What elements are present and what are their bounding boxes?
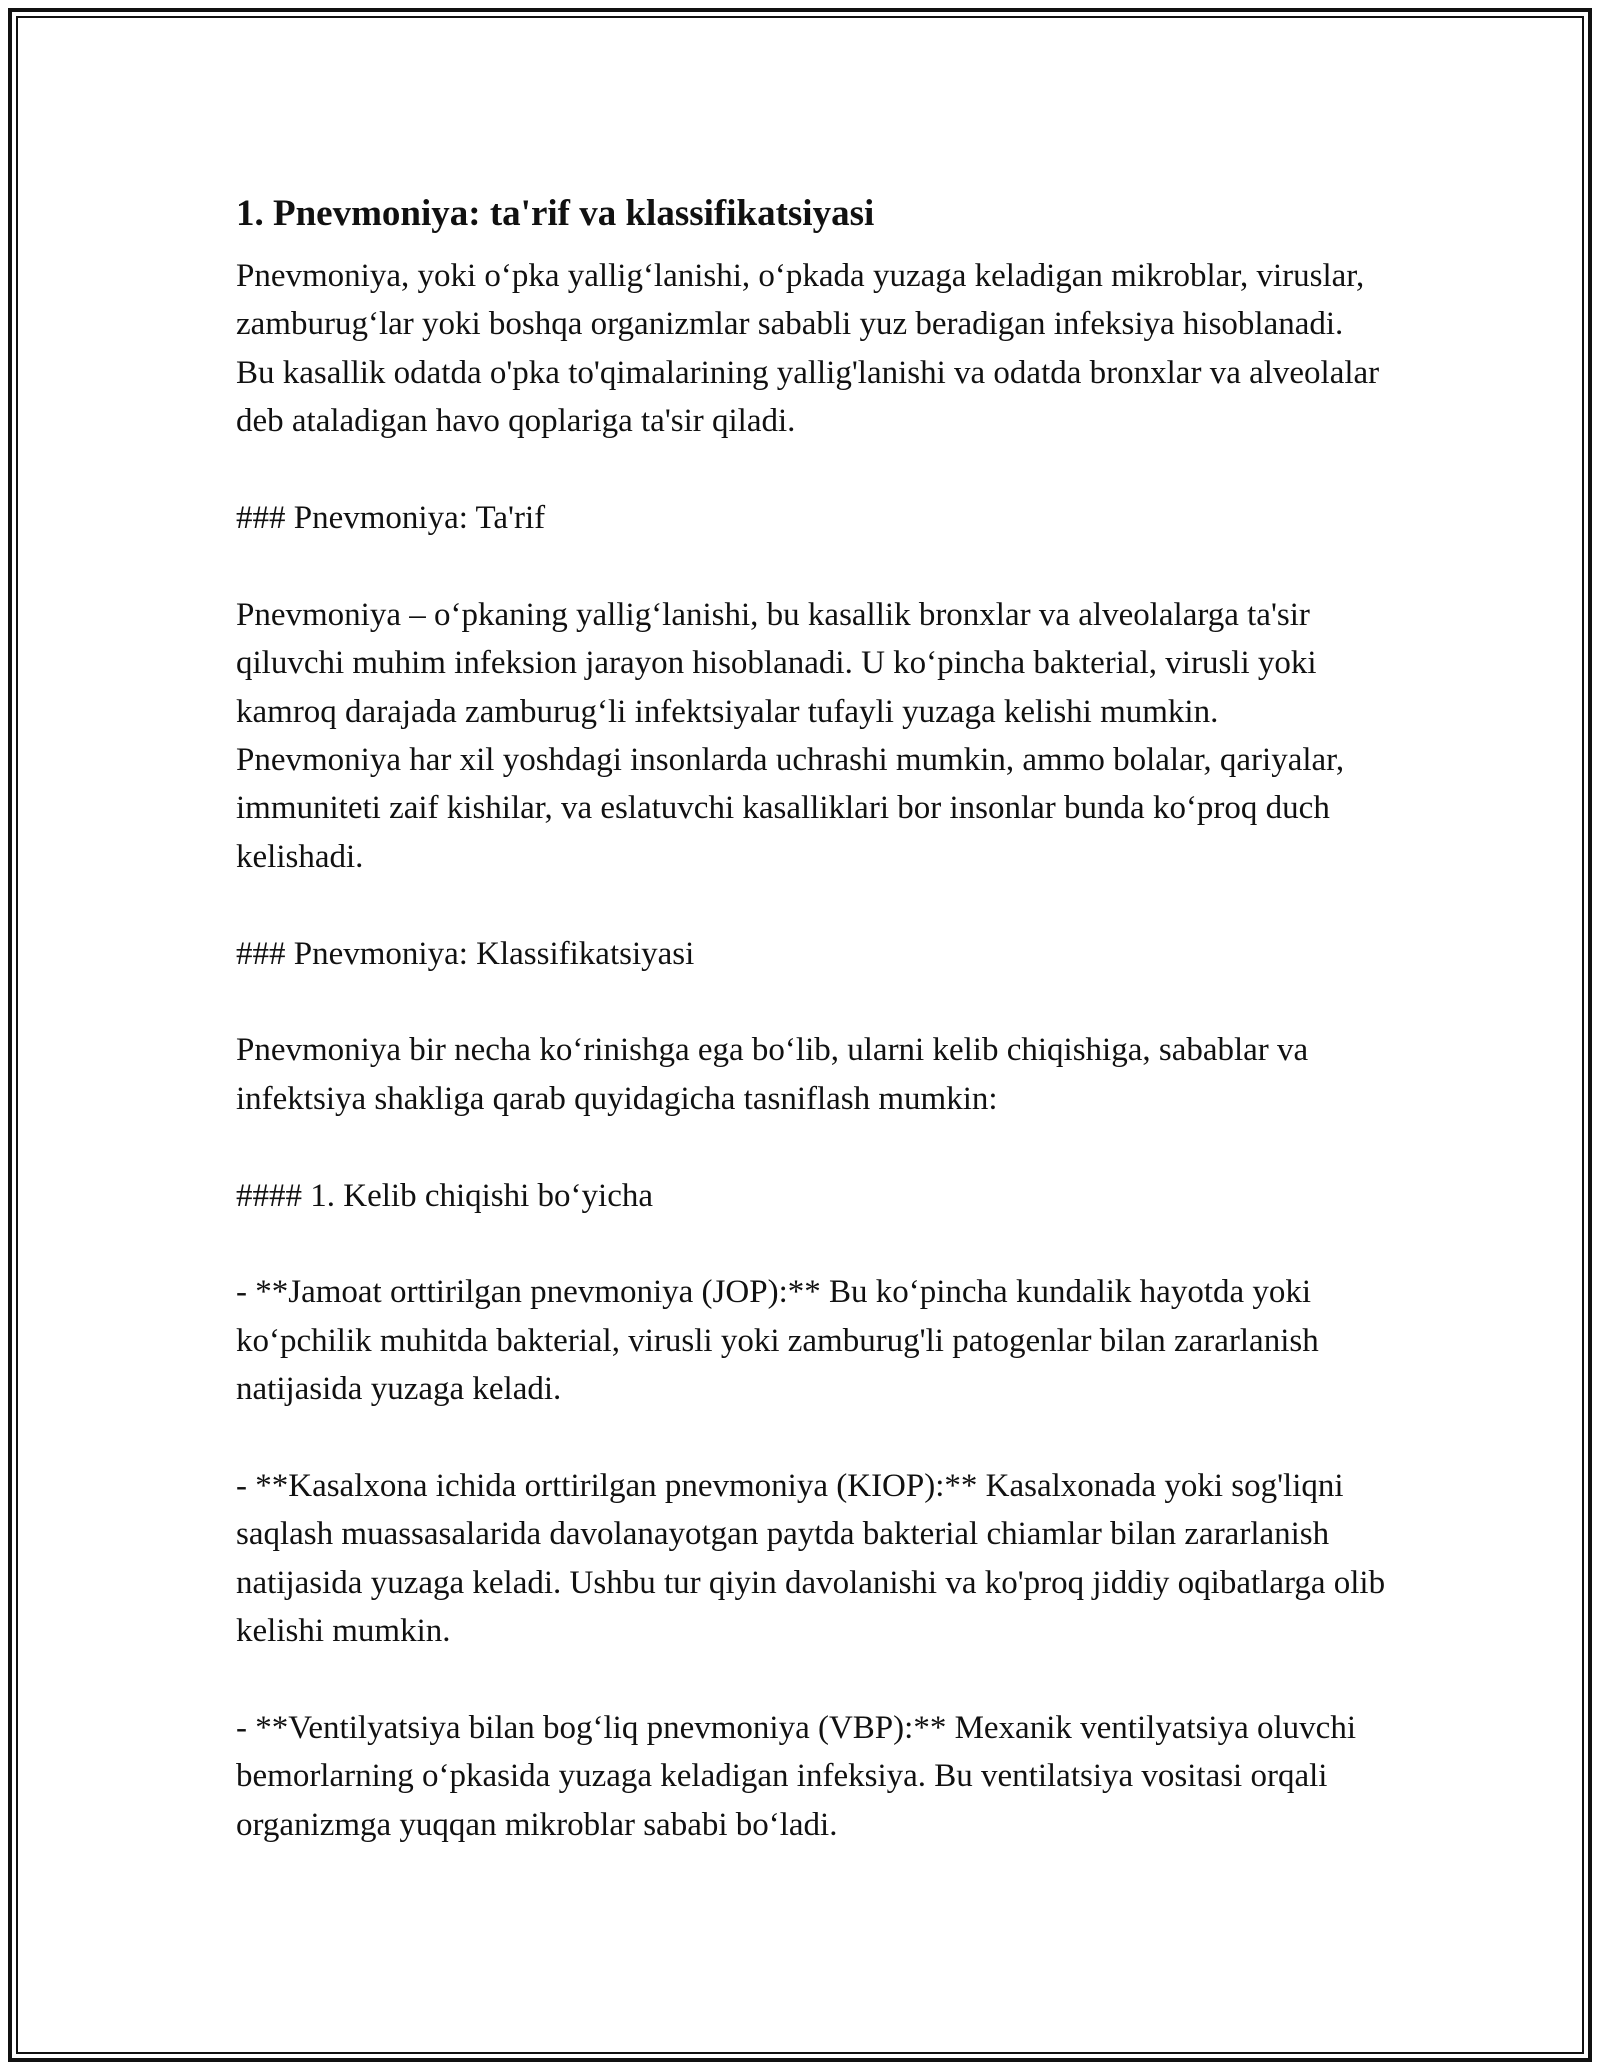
section-heading-classification: ### Pnevmoniya: Klassifikatsiyasi — [236, 935, 695, 972]
intro-paragraph: Pnevmoniya, yoki o‘pka yallig‘lanishi, o‘pkada yuzaga keladigan mikroblar, viruslar, zamburug‘lar yoki boshqa organizmlar sababli yuz beradigan infeksiya hisoblanadi. Bu kasallik odatda o'pka to'qimalarining yallig'lanishi va odatda bronxlar va alveolalar deb ataladigan havo qoplariga ta'sir qiladi. — [236, 258, 1380, 440]
subsection-heading-origin: #### 1. Kelib chiqishi bo‘yicha — [236, 1177, 654, 1214]
list-item: - **Jamoat orttirilgan pnevmoniya (JOP):** Bu ko‘pincha kundalik hayotda yoki ko‘pchilik muhitda bakterial, virusli yoki zamburug'li patogenlar bilan zararlanish natijasida yuzaga keladi. — [236, 1274, 1319, 1408]
document-body — [236, 186, 1386, 1849]
classification-intro-paragraph: Pnevmoniya bir necha ko‘rinishga ega bo‘lib, ularni kelib chiqishiga, sabablar va infektsiya shakliga qarab quyidagicha tasniflash mumkin: — [236, 1032, 1309, 1117]
definition-paragraph: Pnevmoniya – o‘pkaning yallig‘lanishi, bu kasallik bronxlar va alveolalarga ta'sir qiluvchi muhim infeksion jarayon hisoblanadi. U ko‘pincha bakterial, virusli yoki kamroq darajada zamburug‘li infektsiyalar tufayli yuzaga kelishi mumkin. Pnevmoniya har xil yoshdagi insonlarda uchrashi mumkin, ammo bolalar, qariyalar, immuniteti zaif kishilar, va eslatuvchi kasalliklari bor insonlar bunda ko‘proq duch kelishadi. — [236, 596, 1345, 875]
section-heading-definition: ### Pnevmoniya: Ta'rif — [236, 500, 546, 537]
document-title: 1. Pnevmoniya: ta'rif va klassifikatsiyasi — [236, 193, 875, 234]
list-item: - **Kasalxona ichida orttirilgan pnevmoniya (KIOP):** Kasalxonada yoki sog'liqni saqlash muassasalarida davolanayotgan paytda bakterial chiamlar bilan zararlanish natijasida yuzaga keladi. Ushbu tur qiyin davolanishi va ko'proq jiddiy oqibatlarga olib kelishi mumkin. — [236, 1468, 1386, 1650]
list-item: - **Ventilyatsiya bilan bog‘liq pnevmoniya (VBP):** Mexanik ventilyatsiya oluvchi bemorlarning o‘pkasida yuzaga keladigan infeksiya. Bu ventilatsiya vositasi orqali organizmga yuqqan mikroblar sababi bo‘ladi. — [236, 1710, 1356, 1843]
